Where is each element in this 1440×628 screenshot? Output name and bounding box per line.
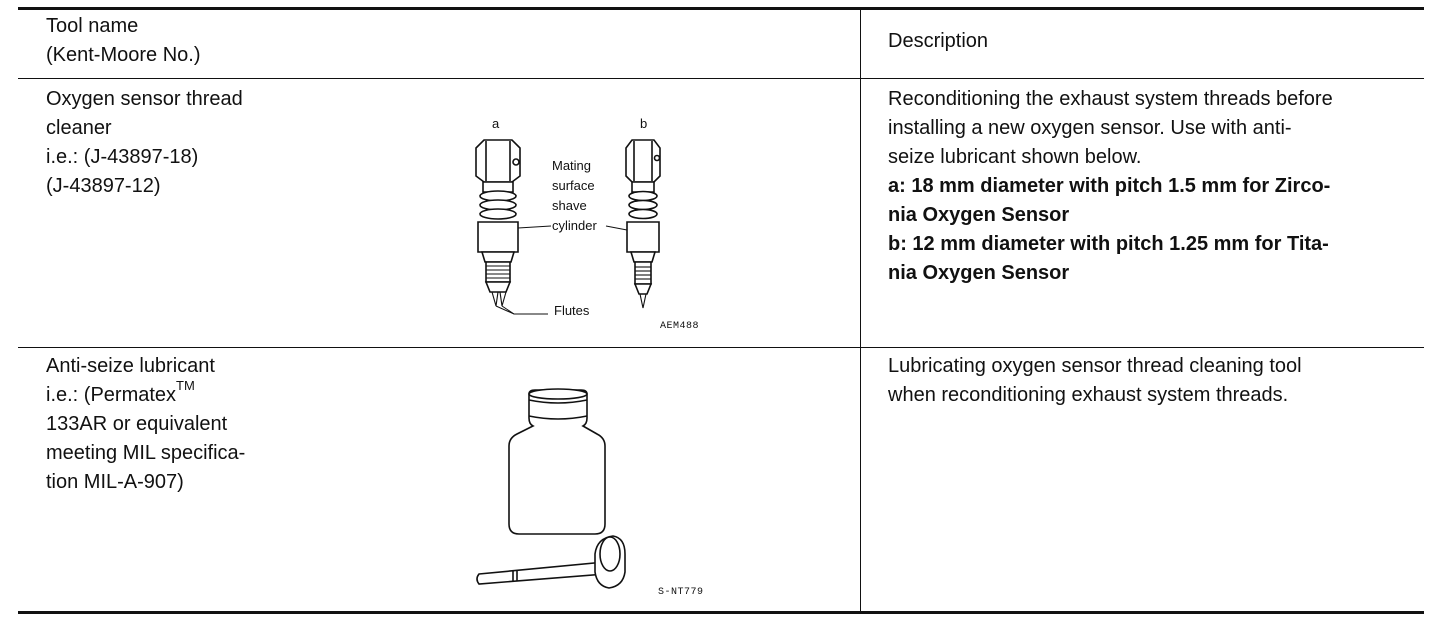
- flutes-label: Flutes: [554, 303, 590, 318]
- header-divider: [18, 78, 1424, 79]
- table-bottom-rule: [18, 611, 1424, 614]
- trademark-sup: TM: [176, 378, 195, 394]
- tool-table: [18, 0, 1424, 628]
- row2-description: [888, 352, 1302, 410]
- row1-tool-name: [46, 85, 243, 201]
- row1-name-line: (J-43897-12): [46, 175, 161, 197]
- header-tool-name: [46, 12, 201, 70]
- row2-desc-line: when reconditioning exhaust system threads.: [888, 384, 1289, 406]
- row1-desc-bold-line: nia Oxygen Sensor: [888, 262, 1070, 284]
- row2-name-line: Anti-seize lubricant: [46, 355, 215, 377]
- figure-code: AEM488: [660, 321, 700, 332]
- row1-description: [888, 85, 1333, 288]
- row2-name-line: meeting MIL specifica-: [46, 442, 246, 464]
- column-divider: [860, 9, 861, 612]
- row1-desc-bold-line: b: 12 mm diameter with pitch 1.25 mm for Tita-: [888, 233, 1329, 255]
- row1-desc-line: Reconditioning the exhaust system threads before: [888, 88, 1333, 110]
- thread-cleaner-illustration: [456, 110, 716, 335]
- header-tool-name-line1: Tool name: [46, 15, 139, 37]
- row1-desc-line: installing a new oxygen sensor. Use with anti-: [888, 117, 1292, 139]
- row1-name-line: cleaner: [46, 117, 112, 139]
- label-a: a: [492, 116, 500, 131]
- row2-desc-line: Lubricating oxygen sensor thread cleaning tool: [888, 355, 1302, 377]
- row1-desc-bold-line: a: 18 mm diameter with pitch 1.5 mm for Zirco-: [888, 175, 1331, 197]
- row2-name-line: [46, 378, 245, 410]
- table-top-rule: [18, 7, 1424, 10]
- callout-line: Mating: [552, 158, 592, 173]
- row2-name-line: tion MIL-A-907): [46, 471, 184, 493]
- figure-code: S-NT779: [658, 587, 704, 598]
- callout-line: surface: [552, 178, 595, 193]
- callout-line: shave: [552, 198, 587, 213]
- row2-tool-name: [46, 352, 245, 497]
- row2-name-line: 133AR or equivalent: [46, 413, 228, 435]
- row-divider: [18, 347, 1424, 348]
- row1-name-line: Oxygen sensor thread: [46, 88, 243, 110]
- label-b: b: [640, 116, 648, 131]
- header-tool-name-line2: (Kent-Moore No.): [46, 44, 201, 66]
- callout-line: cylinder: [552, 218, 597, 233]
- anti-seize-illustration: [473, 386, 723, 601]
- row1-desc-bold-line: nia Oxygen Sensor: [888, 204, 1070, 226]
- row1-name-line: i.e.: (J-43897-18): [46, 146, 199, 168]
- row2-name-prefix: i.e.: (Permatex: [46, 384, 177, 406]
- row1-desc-line: seize lubricant shown below.: [888, 146, 1142, 168]
- header-description: Description: [888, 30, 989, 52]
